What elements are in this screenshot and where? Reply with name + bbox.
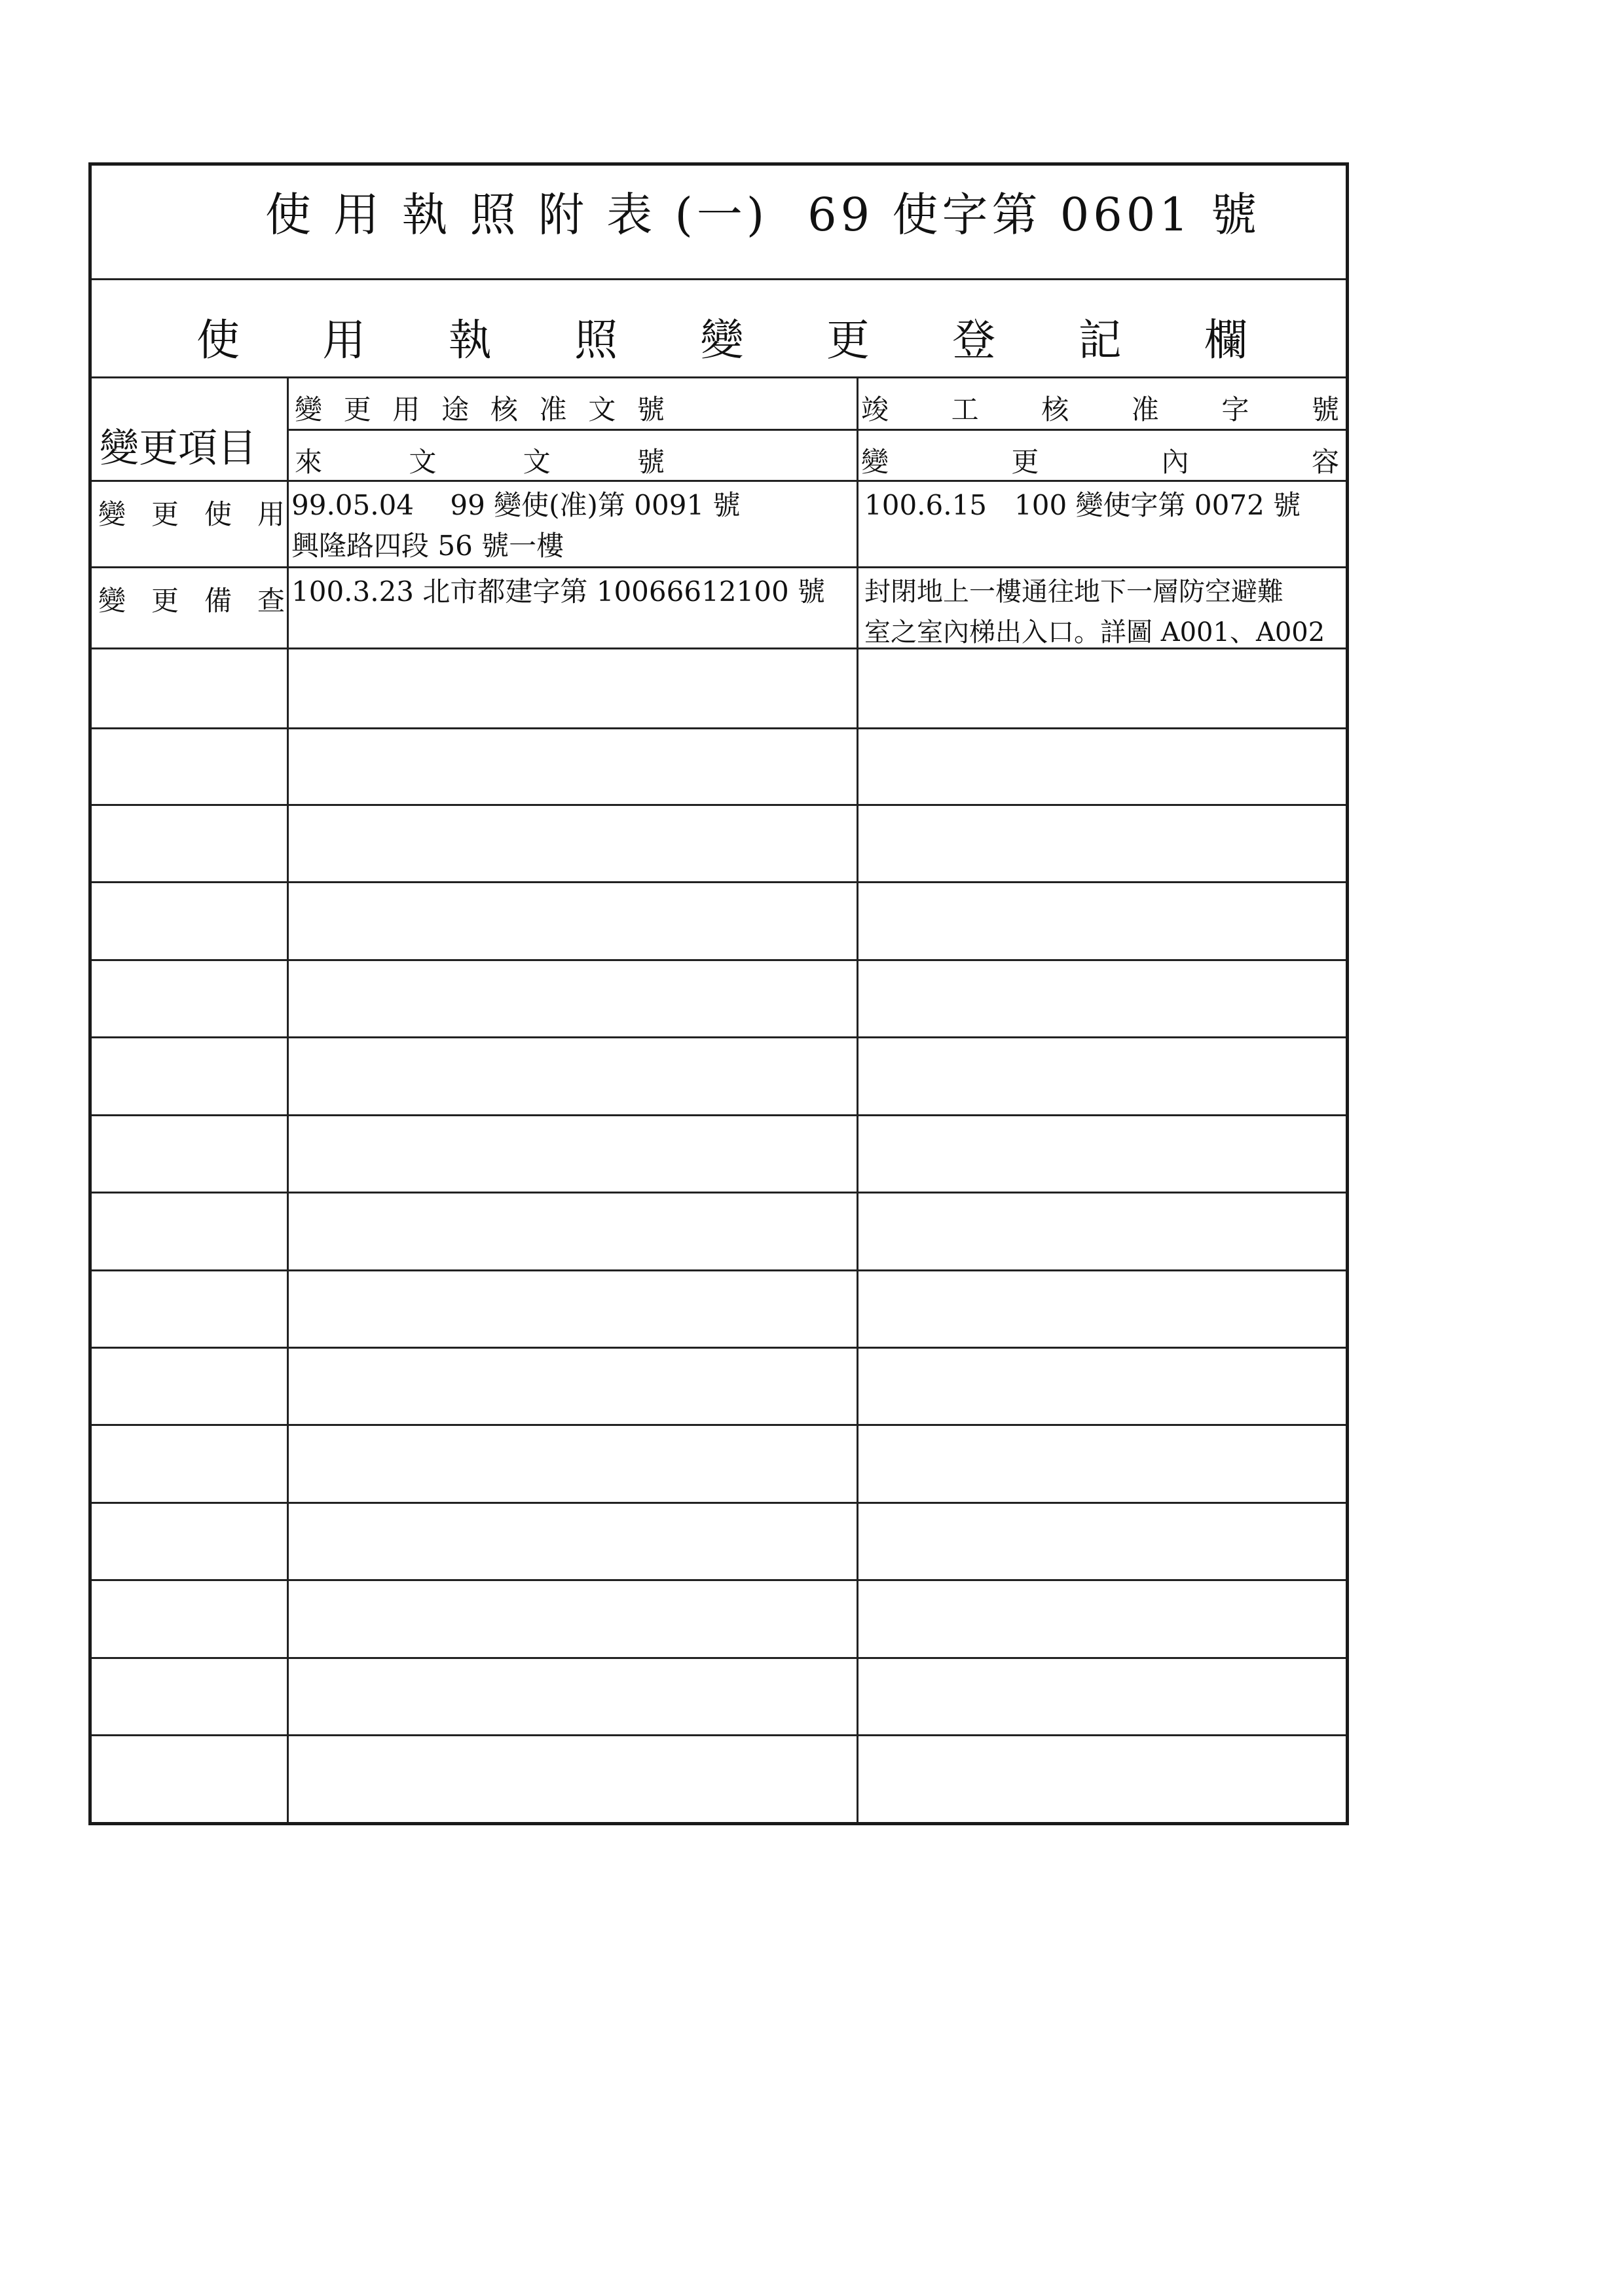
- title-part2: 69 使字第 0601 號: [807, 188, 1261, 242]
- subtitle-char: 記: [1078, 315, 1122, 365]
- row-line: [92, 1347, 1346, 1349]
- row-2-item: 變 更 備 查: [98, 585, 285, 617]
- row-line: [92, 1657, 1346, 1659]
- permit-change-table: [88, 162, 1349, 1825]
- row-line: [92, 647, 1346, 649]
- title-part1: 使 用 執 照 附 表 (一): [265, 188, 769, 242]
- row-line: [92, 1734, 1346, 1736]
- row-line: [92, 881, 1346, 883]
- divider-header: [92, 480, 1346, 482]
- subtitle-char: 欄: [1204, 315, 1247, 365]
- divider-title: [92, 278, 1346, 280]
- subtitle-char: 使: [196, 315, 240, 365]
- subtitle-char: 變: [700, 315, 744, 365]
- col3-header-bottom: 變 更 內 容: [861, 446, 1339, 478]
- row-2-col3: 封閉地上一樓通往地下一層防空避難 室之室內梯出入口。詳圖 A001、A002: [864, 577, 1325, 647]
- row-1-col2: 99.05.04 99 變使(准)第 0091 號 興隆路四段 56 號一樓: [291, 489, 741, 562]
- subtitle-char: 登: [952, 315, 996, 365]
- row-line: [92, 804, 1346, 806]
- row-2-col2: 100.3.23 北市都建字第 10066612100 號: [291, 575, 826, 608]
- col2-header-top: 變 更 用 途 核 准 文 號: [295, 393, 665, 426]
- subtitle-char: 更: [826, 315, 870, 365]
- row-line: [92, 1424, 1346, 1426]
- subtitle-char: 照: [574, 315, 618, 365]
- subtitle-char: 用: [322, 315, 366, 365]
- divider-subtitle: [92, 376, 1346, 378]
- column-line: [287, 376, 289, 1822]
- subtitle-char: 執: [448, 315, 492, 365]
- row-line: [92, 959, 1346, 961]
- title: [265, 188, 1261, 242]
- header-mid-line: [287, 429, 1346, 431]
- row-line: [92, 1114, 1346, 1116]
- col3-header-top: 竣 工 核 准 字 號: [861, 393, 1339, 426]
- column-line: [857, 376, 858, 1822]
- row-1-item: 變 更 使 用: [98, 498, 285, 530]
- row-line: [92, 566, 1346, 568]
- row-1-col3: 100.6.15 100 變使字第 0072 號: [864, 489, 1301, 521]
- row-line: [92, 1036, 1346, 1038]
- subtitle: [196, 305, 1247, 367]
- row-line: [92, 1269, 1346, 1271]
- row-line: [92, 1579, 1346, 1581]
- row-line: [92, 727, 1346, 729]
- col2-header-bottom: 來 文 文 號: [295, 446, 665, 478]
- row-line: [92, 1192, 1346, 1194]
- row-line: [92, 1502, 1346, 1504]
- header-item-label: 變更項目: [100, 426, 257, 471]
